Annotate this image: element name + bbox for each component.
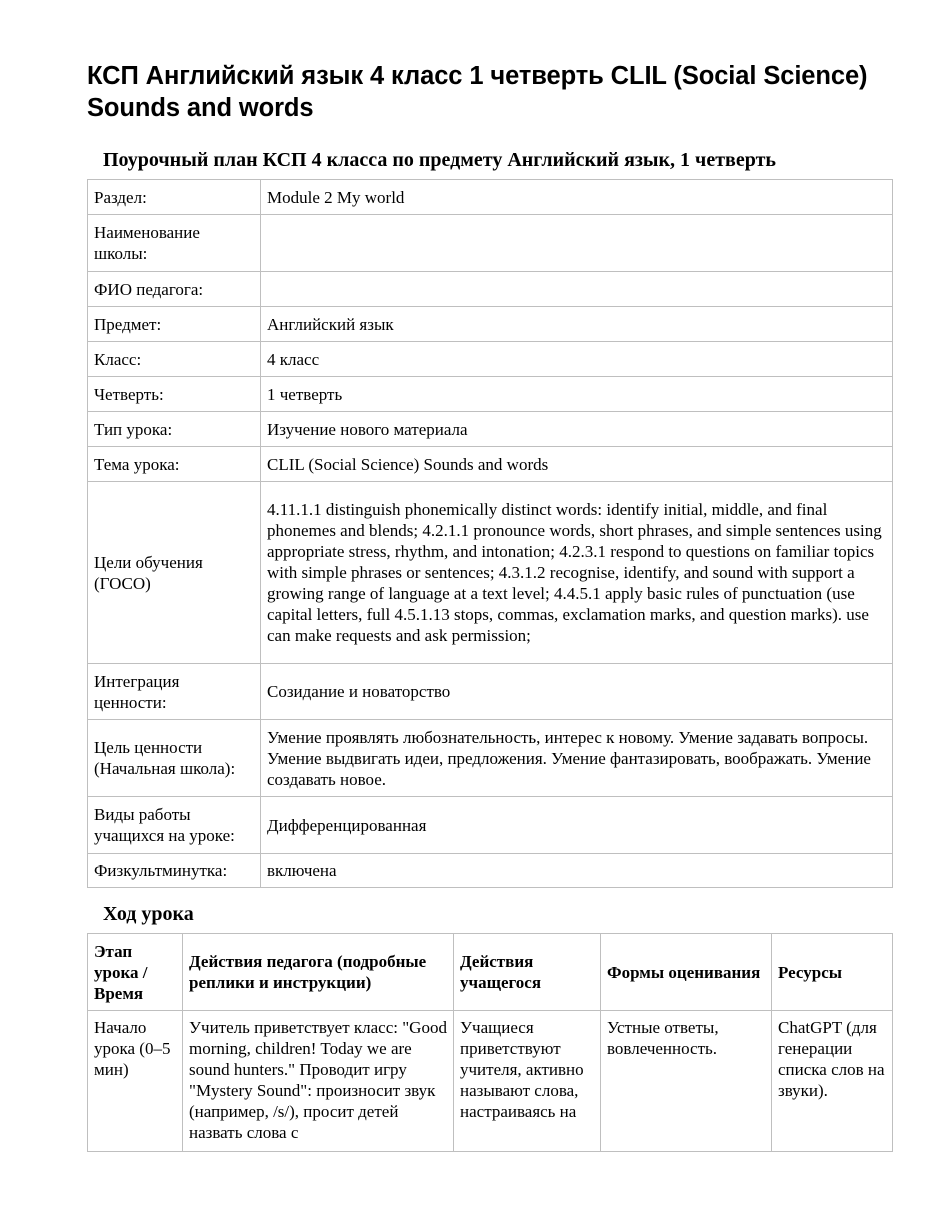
column-header: Формы оценивания bbox=[601, 934, 772, 1011]
row-value bbox=[261, 215, 893, 272]
table-row bbox=[88, 720, 893, 797]
row-value: 4.11.1.1 distinguish phonemically distinct words: identify initial, middle, and final phonemes and blends; 4.2.1.1 pronounce words, short phrases, and simple sentences using appropriate stress, rhythm, and intonation; 4.2.3.1 respond to questions on familiar topics with simple phrases or sentences; 4.3.1.2 recognise, identify, and sound with support a growing range of language at a text level; 4.4.5.1 apply basic rules of punctuation (use capital letters, full 4.5.1.13 stops, commas, exclamation marks, and question marks). use can make requests and ask permission; bbox=[261, 482, 893, 664]
table-cell bbox=[454, 1011, 601, 1152]
row-label: Тема урока: bbox=[88, 447, 261, 482]
row-label: Виды работы учащихся на уроке: bbox=[88, 797, 261, 854]
lesson-heading: Ход урока bbox=[103, 903, 194, 925]
table-row bbox=[88, 377, 893, 412]
column-header: Ресурсы bbox=[772, 934, 893, 1011]
table-row bbox=[88, 664, 893, 720]
cell-text: Устные ответы, вовлеченность. bbox=[607, 1018, 719, 1058]
row-value: Module 2 My world bbox=[261, 180, 893, 215]
row-value: CLIL (Social Science) Sounds and words bbox=[261, 447, 893, 482]
plan-heading: Поурочный план КСП 4 класса по предмету Английский язык, 1 четверть bbox=[103, 149, 776, 171]
cell-text: Учащиеся приветствуют учителя, активно называют слова, настраиваясь на bbox=[460, 1018, 584, 1121]
row-label: Цель ценности (Начальная школа): bbox=[88, 720, 261, 797]
row-value bbox=[261, 272, 893, 307]
lesson-info-table bbox=[87, 179, 893, 888]
table-cell bbox=[183, 1011, 454, 1152]
cell-text: ChatGPT (для генерации списка слов на звуки). bbox=[778, 1018, 885, 1100]
row-label: Раздел: bbox=[88, 180, 261, 215]
table-row bbox=[88, 797, 893, 854]
row-label: Наименование школы: bbox=[88, 215, 261, 272]
row-value: 1 четверть bbox=[261, 377, 893, 412]
row-label: Тип урока: bbox=[88, 412, 261, 447]
row-label: ФИО педагога: bbox=[88, 272, 261, 307]
table-row bbox=[88, 215, 893, 272]
row-value: 4 класс bbox=[261, 342, 893, 377]
row-label: Интеграция ценности: bbox=[88, 664, 261, 720]
row-value: Созидание и новаторство bbox=[261, 664, 893, 720]
table-row bbox=[88, 412, 893, 447]
row-value: Изучение нового материала bbox=[261, 412, 893, 447]
lesson-flow-table bbox=[87, 933, 893, 1152]
row-label: Класс: bbox=[88, 342, 261, 377]
table-cell bbox=[601, 1011, 772, 1152]
row-label: Физкультминутка: bbox=[88, 854, 261, 888]
row-value: включена bbox=[261, 854, 893, 888]
column-header: Действия учащегося bbox=[454, 934, 601, 1011]
document-page bbox=[87, 0, 893, 1142]
table-row bbox=[88, 854, 893, 888]
document-title: КСП Английский язык 4 класс 1 четверть CLIL (Social Science) Sounds and words bbox=[87, 62, 868, 122]
table-row bbox=[88, 342, 893, 377]
table-cell bbox=[772, 1011, 893, 1152]
table-header-row bbox=[88, 934, 893, 1011]
row-value: Умение проявлять любознательность, интерес к новому. Умение задавать вопросы. Умение выдвигать идеи, предложения. Умение фантазировать, воображать. Умение создавать новое. bbox=[261, 720, 893, 797]
row-label: Цели обучения (ГОСО) bbox=[88, 482, 261, 664]
row-value: Английский язык bbox=[261, 307, 893, 342]
table-row bbox=[88, 272, 893, 307]
table-row bbox=[88, 180, 893, 215]
table-row bbox=[88, 447, 893, 482]
row-value: Дифференцированная bbox=[261, 797, 893, 854]
table-cell bbox=[88, 1011, 183, 1152]
table-row bbox=[88, 482, 893, 664]
table-row bbox=[88, 1011, 893, 1152]
row-label: Предмет: bbox=[88, 307, 261, 342]
cell-text: Учитель приветствует класс: "Good morning, children! Today we are sound hunters." Проводит игру "Mystery Sound": произносит звук (например, /s/), просит детей назвать слова с bbox=[189, 1018, 447, 1142]
table-row bbox=[88, 307, 893, 342]
column-header: Действия педагога (подробные реплики и инструкции) bbox=[183, 934, 454, 1011]
row-label: Четверть: bbox=[88, 377, 261, 412]
column-header: Этап урока / Время bbox=[88, 934, 183, 1011]
cell-text: Начало урока (0–5 мин) bbox=[94, 1018, 171, 1079]
